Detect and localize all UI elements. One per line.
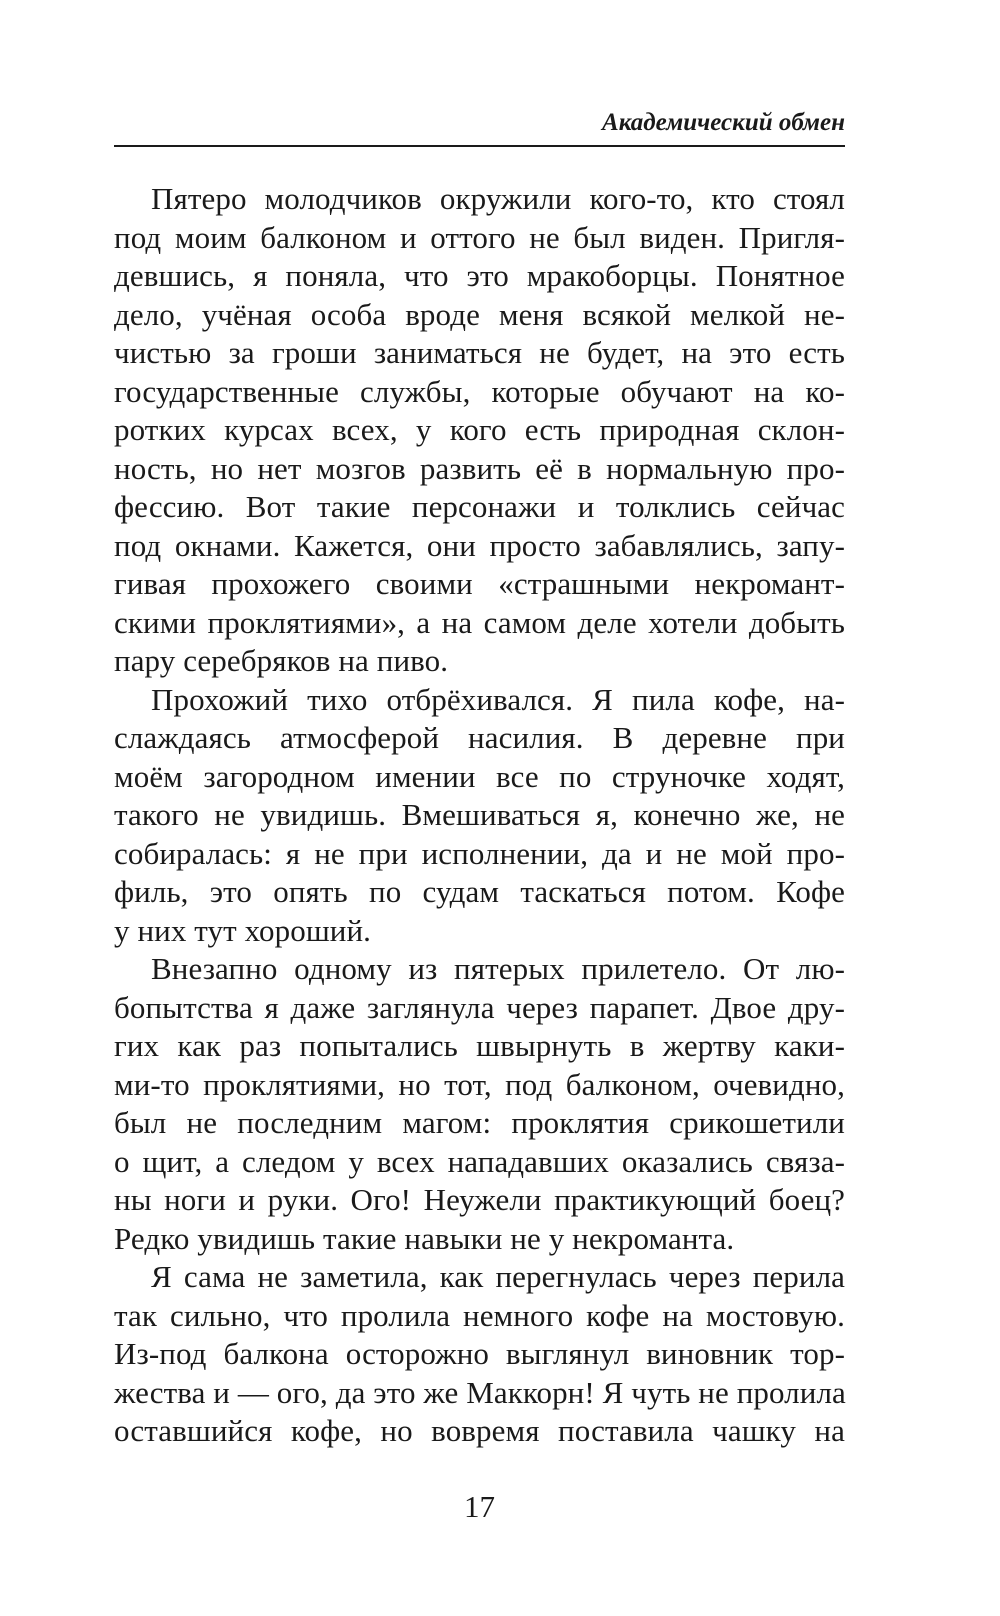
text-line: филь, это опять по судам таскаться потом. Кофе: [114, 874, 845, 909]
text-line: такого не увидишь. Вмешиваться я, конечно же, не: [114, 797, 845, 832]
text-line: Пятеро молодчиков окружили кого-то, кто стоял: [151, 181, 845, 216]
body-text: [114, 180, 845, 1451]
text-line: чистью за гроши заниматься не будет, на это есть: [114, 335, 845, 370]
text-line: гих как раз попытались швырнуть в жертву каки-: [114, 1028, 845, 1063]
paragraph: [114, 950, 845, 1258]
text-line: гивая прохожего своими «страшными некромант-: [114, 566, 845, 601]
header-rule: [114, 145, 845, 147]
text-line: Внезапно одному из пятерых прилетело. От лю-: [151, 951, 845, 986]
page-number: 17: [464, 1489, 495, 1524]
text-line: собиралась: я не при исполнении, да и не мой про-: [114, 835, 845, 871]
text-line: так сильно, что пролила немного кофе на мостовую.: [114, 1297, 845, 1333]
text-line: ны ноги и руки. Ого! Неужели практикующий боец?: [114, 1182, 845, 1217]
text-line: фессию. Вот такие персонажи и толклись сейчас: [114, 489, 845, 524]
text-line: дело, учёная особа вроде меня всякой мелкой не-: [114, 296, 845, 332]
text-line: ротких курсах всех, у кого есть природная склон-: [114, 412, 845, 447]
text-line: государственные службы, которые обучают на ко-: [114, 373, 845, 409]
text-line: о щит, а следом у всех нападавших оказались связа-: [114, 1143, 845, 1179]
text-line: был не последним магом: проклятия срикошетили: [114, 1105, 845, 1140]
text-line: скими проклятиями», а на самом деле хотели добыть: [114, 604, 845, 640]
text-line: слаждаясь атмосферой насилия. В деревне при: [114, 720, 845, 755]
text-line: моём загородном имении все по струночке ходят,: [114, 758, 845, 794]
text-line: пару серебряков на пиво.: [114, 643, 449, 678]
text-line: девшись, я поняла, что это мракоборцы. Понятное: [114, 258, 845, 293]
text-line: Я сама не заметила, как перегнулась через перила: [151, 1259, 845, 1294]
text-line: оставшийся кофе, но вовремя поставила чашку на: [114, 1413, 845, 1448]
text-line: Редко увидишь такие навыки не у некроманта.: [114, 1220, 735, 1256]
paragraph: [114, 180, 845, 681]
text-line: жества и — ого, да это же Маккорн! Я чуть не пролила: [114, 1374, 846, 1410]
text-line: ность, но нет мозгов развить её в нормальную про-: [114, 450, 845, 486]
text-line: Из-под балкона осторожно выглянул виновник тор-: [114, 1336, 845, 1371]
running-head: Академический обмен: [602, 109, 845, 136]
text-line: под окнами. Кажется, они просто забавлялись, запу-: [114, 527, 845, 563]
text-line: бопытства я даже заглянула через парапет. Двое дру-: [114, 989, 845, 1025]
text-line: ми-то проклятиями, но тот, под балконом, очевидно,: [114, 1066, 845, 1102]
text-line: у них тут хороший.: [114, 912, 372, 948]
text-line: Прохожий тихо отбрёхивался. Я пила кофе, на-: [151, 681, 845, 717]
paragraph: [114, 1258, 845, 1451]
paragraph: [114, 681, 845, 951]
text-line: под моим балконом и оттого не был виден. Пригля-: [114, 219, 845, 255]
